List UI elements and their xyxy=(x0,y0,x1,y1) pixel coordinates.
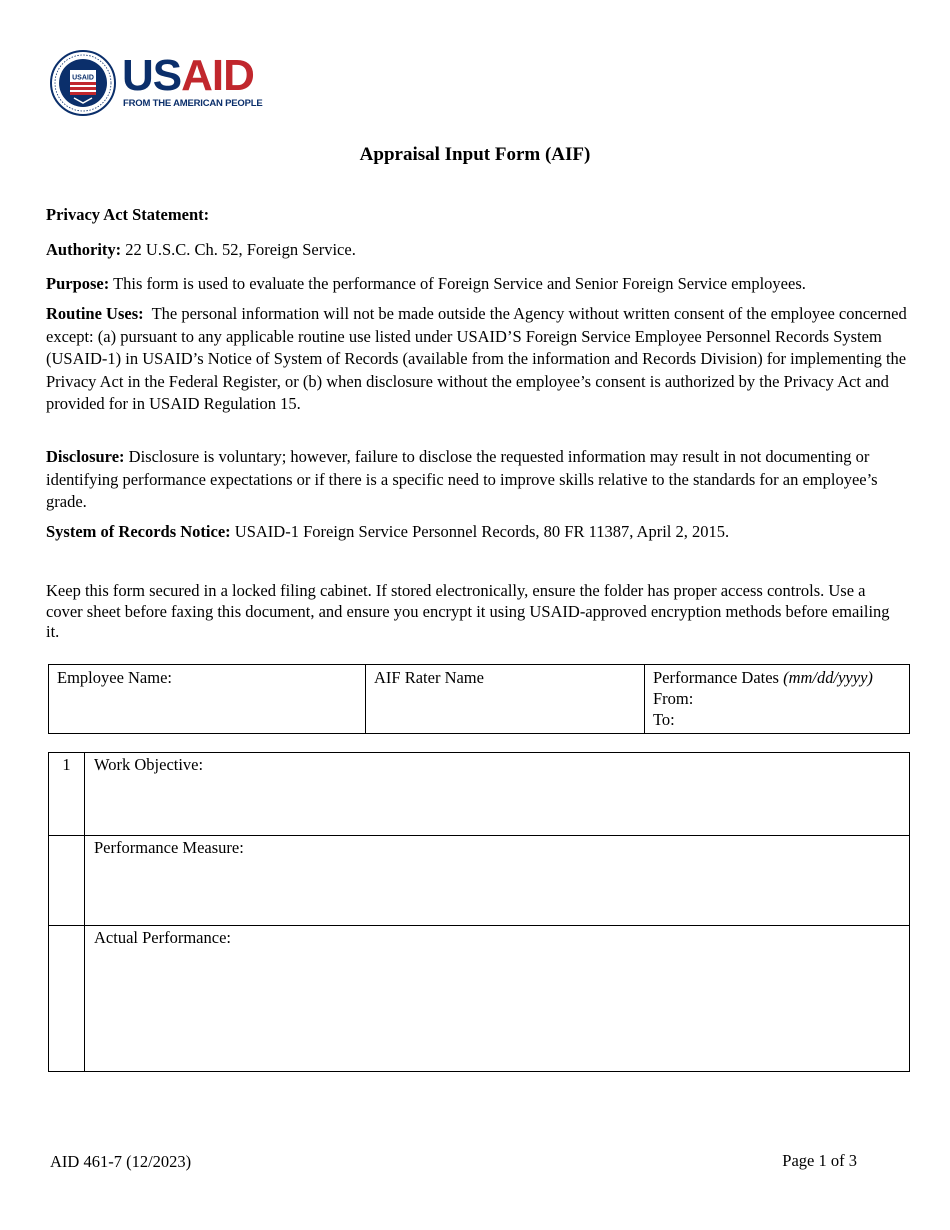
form-title: Appraisal Input Form (AIF) xyxy=(359,144,591,165)
usaid-logo xyxy=(50,50,290,120)
empty-number-cell xyxy=(49,836,85,925)
usaid-tagline: FROM THE AMERICAN PEOPLE xyxy=(123,98,263,109)
performance-measure-row xyxy=(49,835,909,925)
performance-dates-cell xyxy=(644,665,909,733)
sorn-paragraph: System of Records Notice: USAID-1 Foreign Service Personnel Records, 80 FR 11387, April 2, 2015. xyxy=(46,522,730,541)
date-format-hint: (mm/dd/yyyy) xyxy=(783,668,873,687)
objective-table xyxy=(48,752,910,1072)
privacy-heading: Privacy Act Statement: xyxy=(46,205,210,224)
employee-name-label: Employee Name: xyxy=(57,668,173,687)
performance-measure-cell[interactable] xyxy=(85,836,909,925)
seal-abbr: USAID xyxy=(72,74,94,82)
disclosure-paragraph: Disclosure: Disclosure is voluntary; however, failure to disclose the requested information may result in not documenting or identifying performance expectations or if there is a specific need to improve skills relative to the standards for an employee’s grade. xyxy=(46,447,878,511)
performance-measure-label: Performance Measure: xyxy=(94,838,244,857)
actual-performance-label: Actual Performance: xyxy=(94,928,231,947)
from-label: From: xyxy=(653,689,694,708)
empty-number-cell xyxy=(49,926,85,1071)
wordmark-us: US xyxy=(122,51,182,100)
from-date-row[interactable] xyxy=(653,688,901,709)
actual-performance-cell[interactable] xyxy=(85,926,909,1071)
rater-name-label: AIF Rater Name xyxy=(374,668,484,687)
objective-number: 1 xyxy=(49,753,85,835)
actual-performance-row xyxy=(49,925,909,1071)
to-label: To: xyxy=(653,710,675,729)
usaid-wordmark xyxy=(122,52,254,100)
employee-name-cell[interactable] xyxy=(49,665,365,733)
performance-dates-label: Performance Dates (mm/dd/yyyy) xyxy=(653,668,873,687)
usaid-seal-icon xyxy=(50,50,116,116)
work-objective-cell[interactable] xyxy=(85,753,909,835)
rater-name-cell[interactable] xyxy=(365,665,644,733)
purpose-paragraph: Purpose: This form is used to evaluate the performance of Foreign Service and Senior Foreign Service employees. xyxy=(46,274,806,293)
wordmark-aid: AID xyxy=(181,51,254,100)
employee-info-table xyxy=(48,664,910,734)
routine-uses-paragraph: Routine Uses: The personal information will not be made outside the Agency without written consent of the employee concerned except: (a) pursuant to any applicable routine use listed under USAID’S Foreign Service Employee Personnel Records System (USAID-1) in USAID’s Notice of System of Records (available from the information and Records Division) for implementing the Privacy Act in the Federal Register, or (b) when disclosure without the employee’s consent is authorized by the Privacy Act and provided for in USAID Regulation 15. xyxy=(46,304,911,413)
authority-paragraph: Authority: 22 U.S.C. Ch. 52, Foreign Service. xyxy=(46,240,356,259)
work-objective-row xyxy=(49,753,909,835)
form-number: AID 461-7 (12/2023) xyxy=(50,1152,192,1171)
page-number: Page 1 of 3 xyxy=(782,1151,857,1170)
security-note: Keep this form secured in a locked filing cabinet. If stored electronically, ensure the folder has proper access controls. Use a cover sheet before faxing this document, and ensure you encrypt it using USAID-approved encryption methods before emailing it. xyxy=(46,581,890,641)
work-objective-label: Work Objective: xyxy=(94,755,204,774)
to-date-row[interactable] xyxy=(653,709,901,730)
